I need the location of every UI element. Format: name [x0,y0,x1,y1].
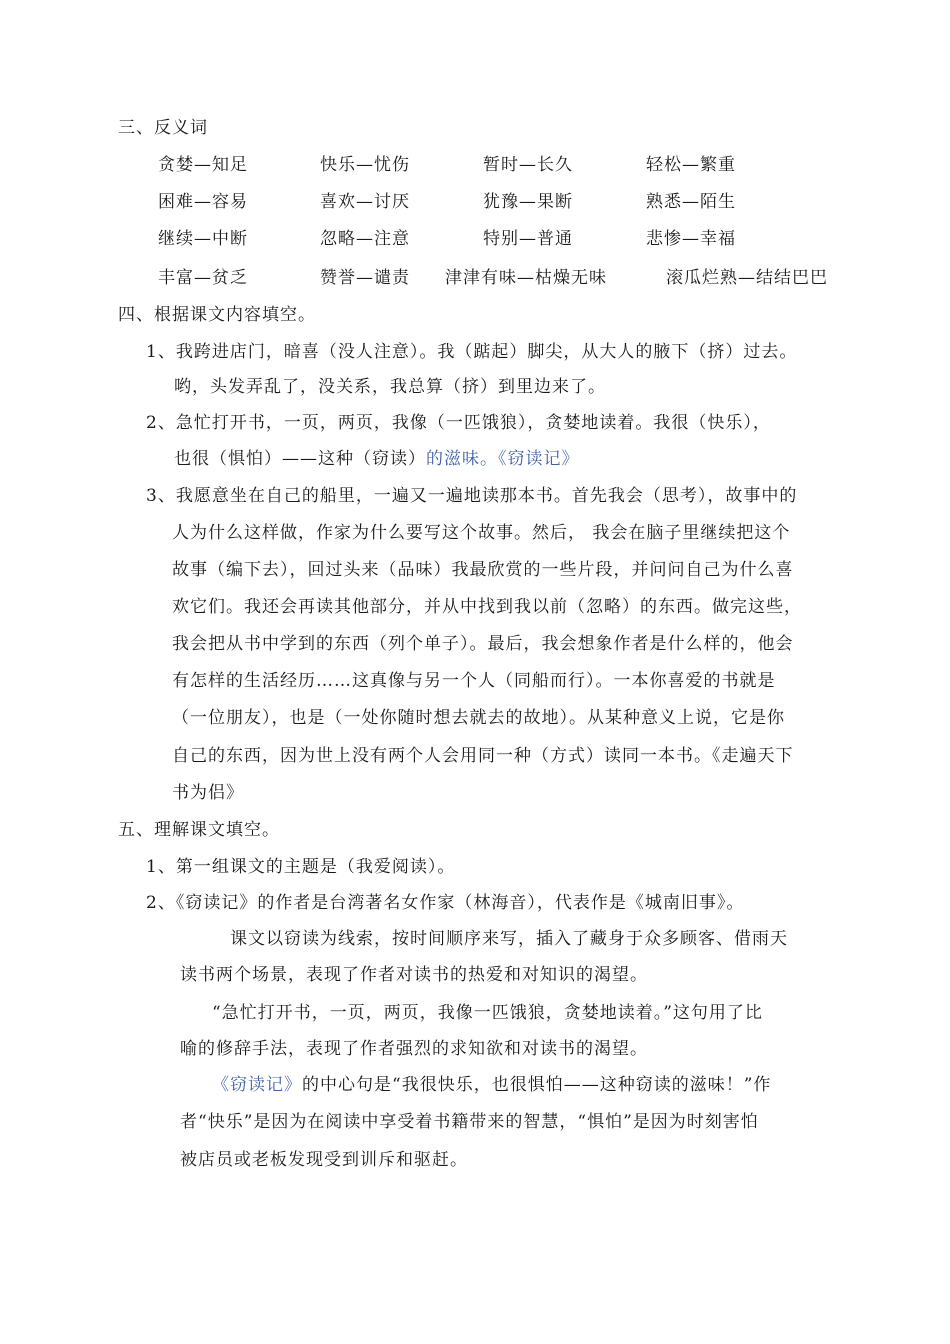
section5-para3-title-highlight: 《窃读记》 [212,1075,302,1095]
section4-heading: 四、根据课文内容填空。 [118,305,316,325]
antonym-pair: 丰富—贫乏 [158,268,248,288]
antonym-pair: 悲惨—幸福 [646,229,736,249]
section4-item3-line3: 故事（编下去），回过头来（品味）我最欣赏的一些片段，并问问自己为什么喜 [172,560,794,580]
section5-para3-line1-text: 的中心句是“我很快乐，也很惧怕——这种窃读的滋味！”作 [302,1075,772,1095]
section5-para2-line2: 喻的修辞手法，表现了作者强烈的求知欲和对读书的渴望。 [180,1039,648,1059]
section4-item1-line1: 1、我跨进店门，暗喜（没人注意）。我（踮起）脚尖，从大人的腋下（挤）过去。 [146,342,798,362]
antonym-pair: 熟悉—陌生 [646,192,736,212]
section5-para3-line3: 被店员或老板发现受到训斥和驱赶。 [180,1150,468,1170]
section3-heading: 三、反义词 [118,118,208,138]
antonym-pair: 喜欢—讨厌 [320,192,410,212]
section4-item3-line1: 3、我愿意坐在自己的船里，一遍又一遍地读那本书。首先我会（思考），故事中的 [146,486,798,506]
section5-para2-line1: “急忙打开书，一页，两页，我像一匹饿狼，贪婪地读着。”这句用了比 [212,1003,763,1023]
antonym-pair: 轻松—繁重 [646,155,736,175]
section5-para3-line1 [212,1073,771,1097]
antonym-pair: 快乐—忧伤 [320,155,410,175]
section4-item3-line6: 有怎样的生活经历……这真像与另一个人（同船而行）。一本你喜爱的书就是 [172,671,776,691]
antonym-pair: 忽略—注意 [320,229,410,249]
section4-item3-line5: 我会把从书中学到的东西（列个单子）。最后，我会想象作者是什么样的，他会 [172,634,794,654]
antonym-pair: 滚瓜烂熟—结结巴巴 [666,268,828,288]
antonym-pair: 犹豫—果断 [483,192,573,212]
section5-item1: 1、第一组课文的主题是（我爱阅读）。 [146,857,456,877]
antonym-pair: 暂时—长久 [483,155,573,175]
section4-item2-line2-text: 也很（惧怕）——这种（窃读） [174,449,426,469]
section5-heading: 五、理解课文填空。 [118,820,280,840]
antonym-pair: 特别—普通 [483,229,573,249]
antonym-pair: 困难—容易 [158,192,248,212]
antonym-pair: 贪婪—知足 [158,155,248,175]
section4-item3-line4: 欢它们。我还会再读其他部分，并从中找到我以前（忽略）的东西。做完这些， [172,597,802,617]
section5-item2: 2、《窃读记》的作者是台湾著名女作家（林海音），代表作是《城南旧事》。 [146,893,745,913]
section5-para3-line2: 者“快乐”是因为在阅读中享受着书籍带来的智慧，“惧怕”是因为时刻害怕 [180,1112,759,1132]
section4-item3-line7: （一位朋友），也是（一处你随时想去就去的故地）。从某种意义上说，它是你 [172,708,785,728]
section5-para1-line1: 课文以窃读为线索，按时间顺序来写，插入了藏身于众多顾客、借雨天 [230,929,788,949]
section4-item3-line9: 书为侣》 [172,783,244,803]
section4-item1-line2: 哟，头发弄乱了，没关系，我总算（挤）到里边来了。 [174,377,606,397]
section4-item2-line1: 2、急忙打开书，一页，两页，我像（一匹饿狼），贪婪地读着。我很（快乐）， [146,413,771,433]
section4-item3-line2: 人为什么这样做，作家为什么要写这个故事。然后， 我会在脑子里继续把这个 [172,523,791,543]
antonym-pair: 津津有味—枯燥无味 [445,268,607,288]
section4-item2-line2 [174,447,580,471]
section4-item2-highlight: 的滋味。《窃读记》 [426,449,580,469]
section5-para1-line2: 读书两个场景，表现了作者对读书的热爱和对知识的渴望。 [180,965,648,985]
antonym-pair: 赞誉—谴责 [320,268,410,288]
section4-item3-line8: 自己的东西，因为世上没有两个人会用同一种（方式）读同一本书。《走遍天下 [172,746,794,766]
antonym-pair: 继续—中断 [158,229,248,249]
